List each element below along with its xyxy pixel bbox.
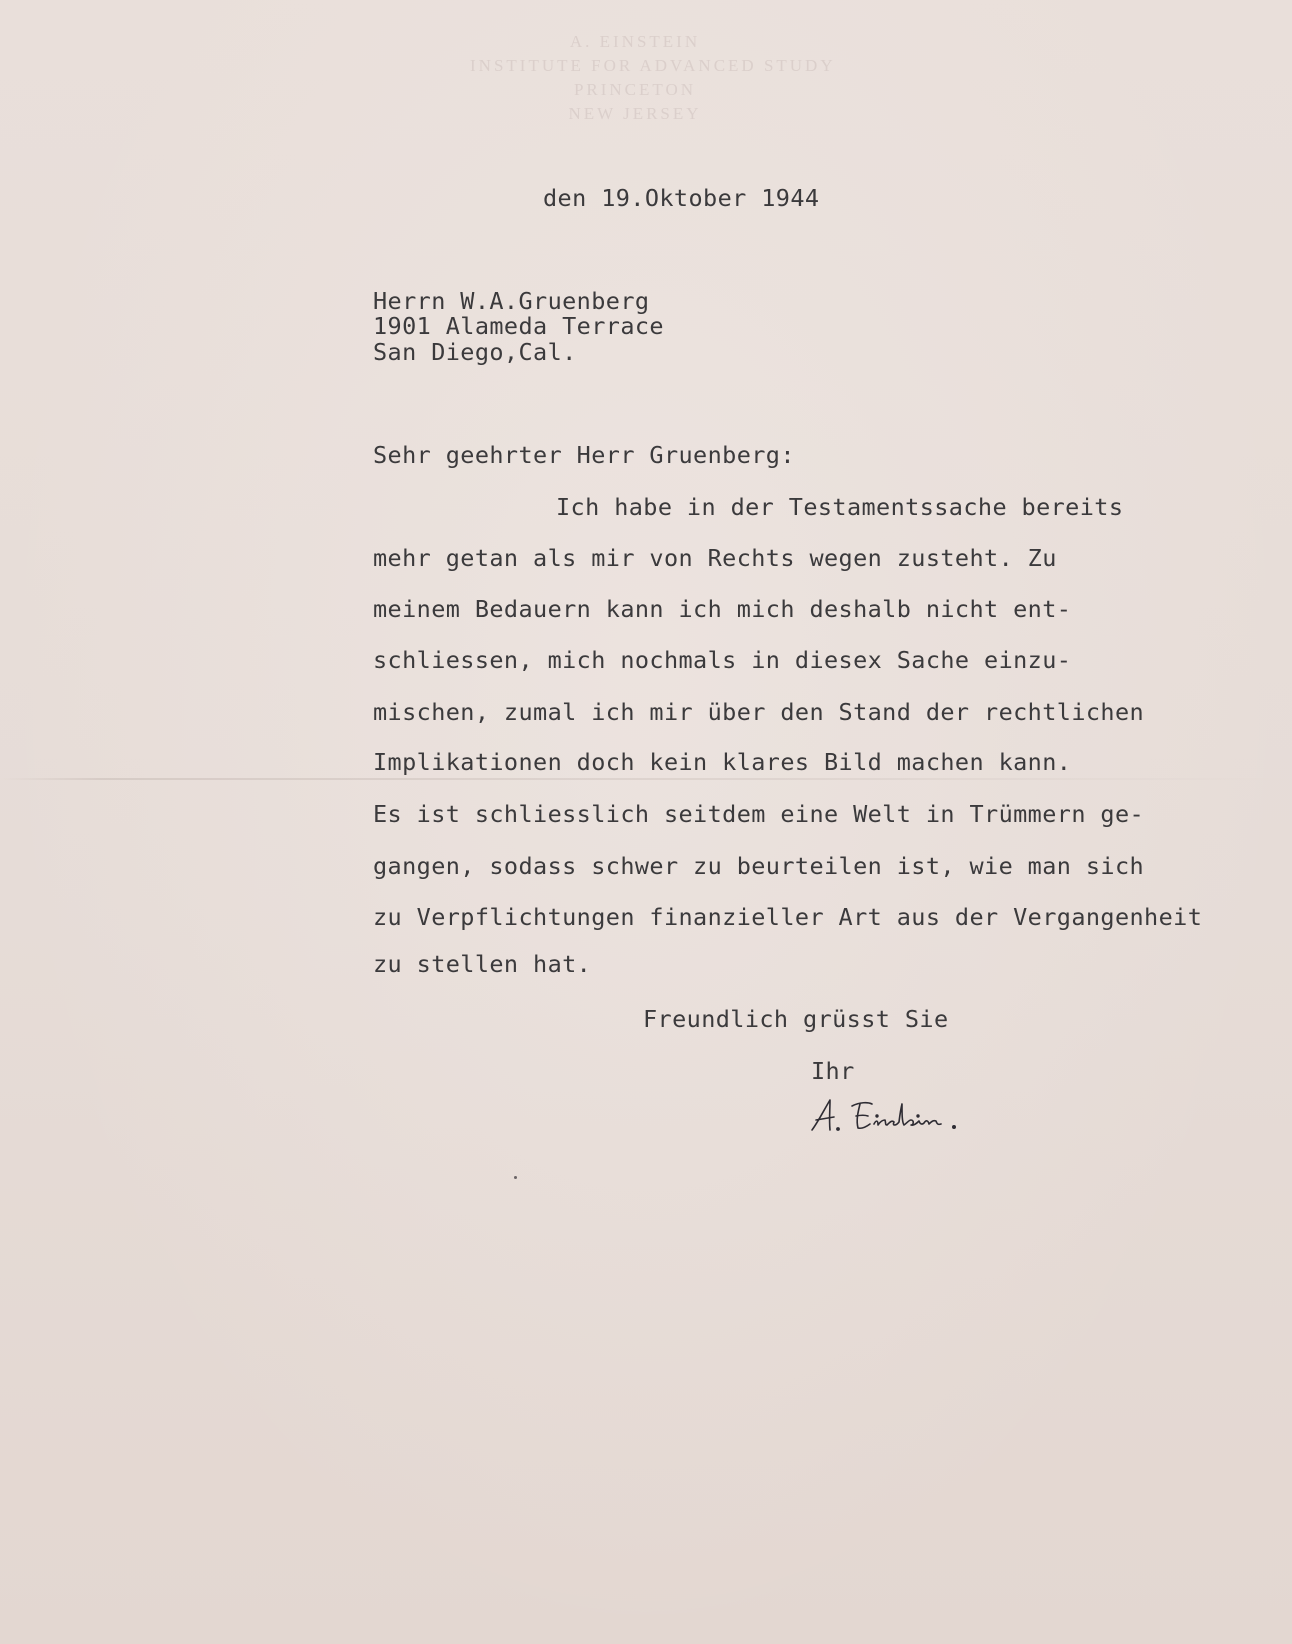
body-line: mischen, zumal ich mir über den Stand der rechtlichen: [373, 698, 1145, 726]
paper-fold-line: [0, 778, 1292, 780]
faded-letterhead: [470, 30, 836, 126]
body-line: schliessen, mich nochmals in diesex Sache einzu-: [373, 646, 1072, 674]
recipient-name: Herrn W.A.Gruenberg: [373, 287, 650, 315]
body-line: meinem Bedauern kann ich mich deshalb nicht ent-: [373, 595, 1072, 623]
ink-speck: [514, 1176, 517, 1179]
closing-pronoun: Ihr: [811, 1057, 855, 1085]
body-line: zu Verpflichtungen finanzieller Art aus der Vergangenheit: [373, 903, 1203, 931]
body-line: Ich habe in der Testamentssache bereits: [556, 493, 1124, 521]
body-line: zu stellen hat.: [373, 950, 592, 978]
recipient-street: 1901 Alameda Terrace: [373, 312, 664, 340]
recipient-city: San Diego,Cal.: [373, 338, 577, 366]
letter-date: den 19.Oktober 1944: [543, 184, 820, 212]
body-line: mehr getan als mir von Rechts wegen zusteht. Zu: [373, 544, 1057, 572]
closing-phrase: Freundlich grüsst Sie: [643, 1005, 949, 1033]
body-line: Implikationen doch kein klares Bild machen kann.: [373, 748, 1072, 776]
letterhead-line: PRINCETON: [573, 80, 697, 99]
letterhead-line: INSTITUTE FOR ADVANCED STUDY: [470, 56, 836, 75]
body-line: gangen, sodass schwer zu beurteilen ist, wie man sich: [373, 852, 1145, 880]
letterhead-line: A. EINSTEIN: [569, 32, 701, 51]
body-line: Es ist schliesslich seitdem eine Welt in Trümmern ge-: [373, 800, 1145, 828]
handwritten-signature: [808, 1092, 1008, 1136]
letterhead-line: NEW JERSEY: [568, 104, 702, 123]
salutation: Sehr geehrter Herr Gruenberg:: [373, 441, 795, 469]
